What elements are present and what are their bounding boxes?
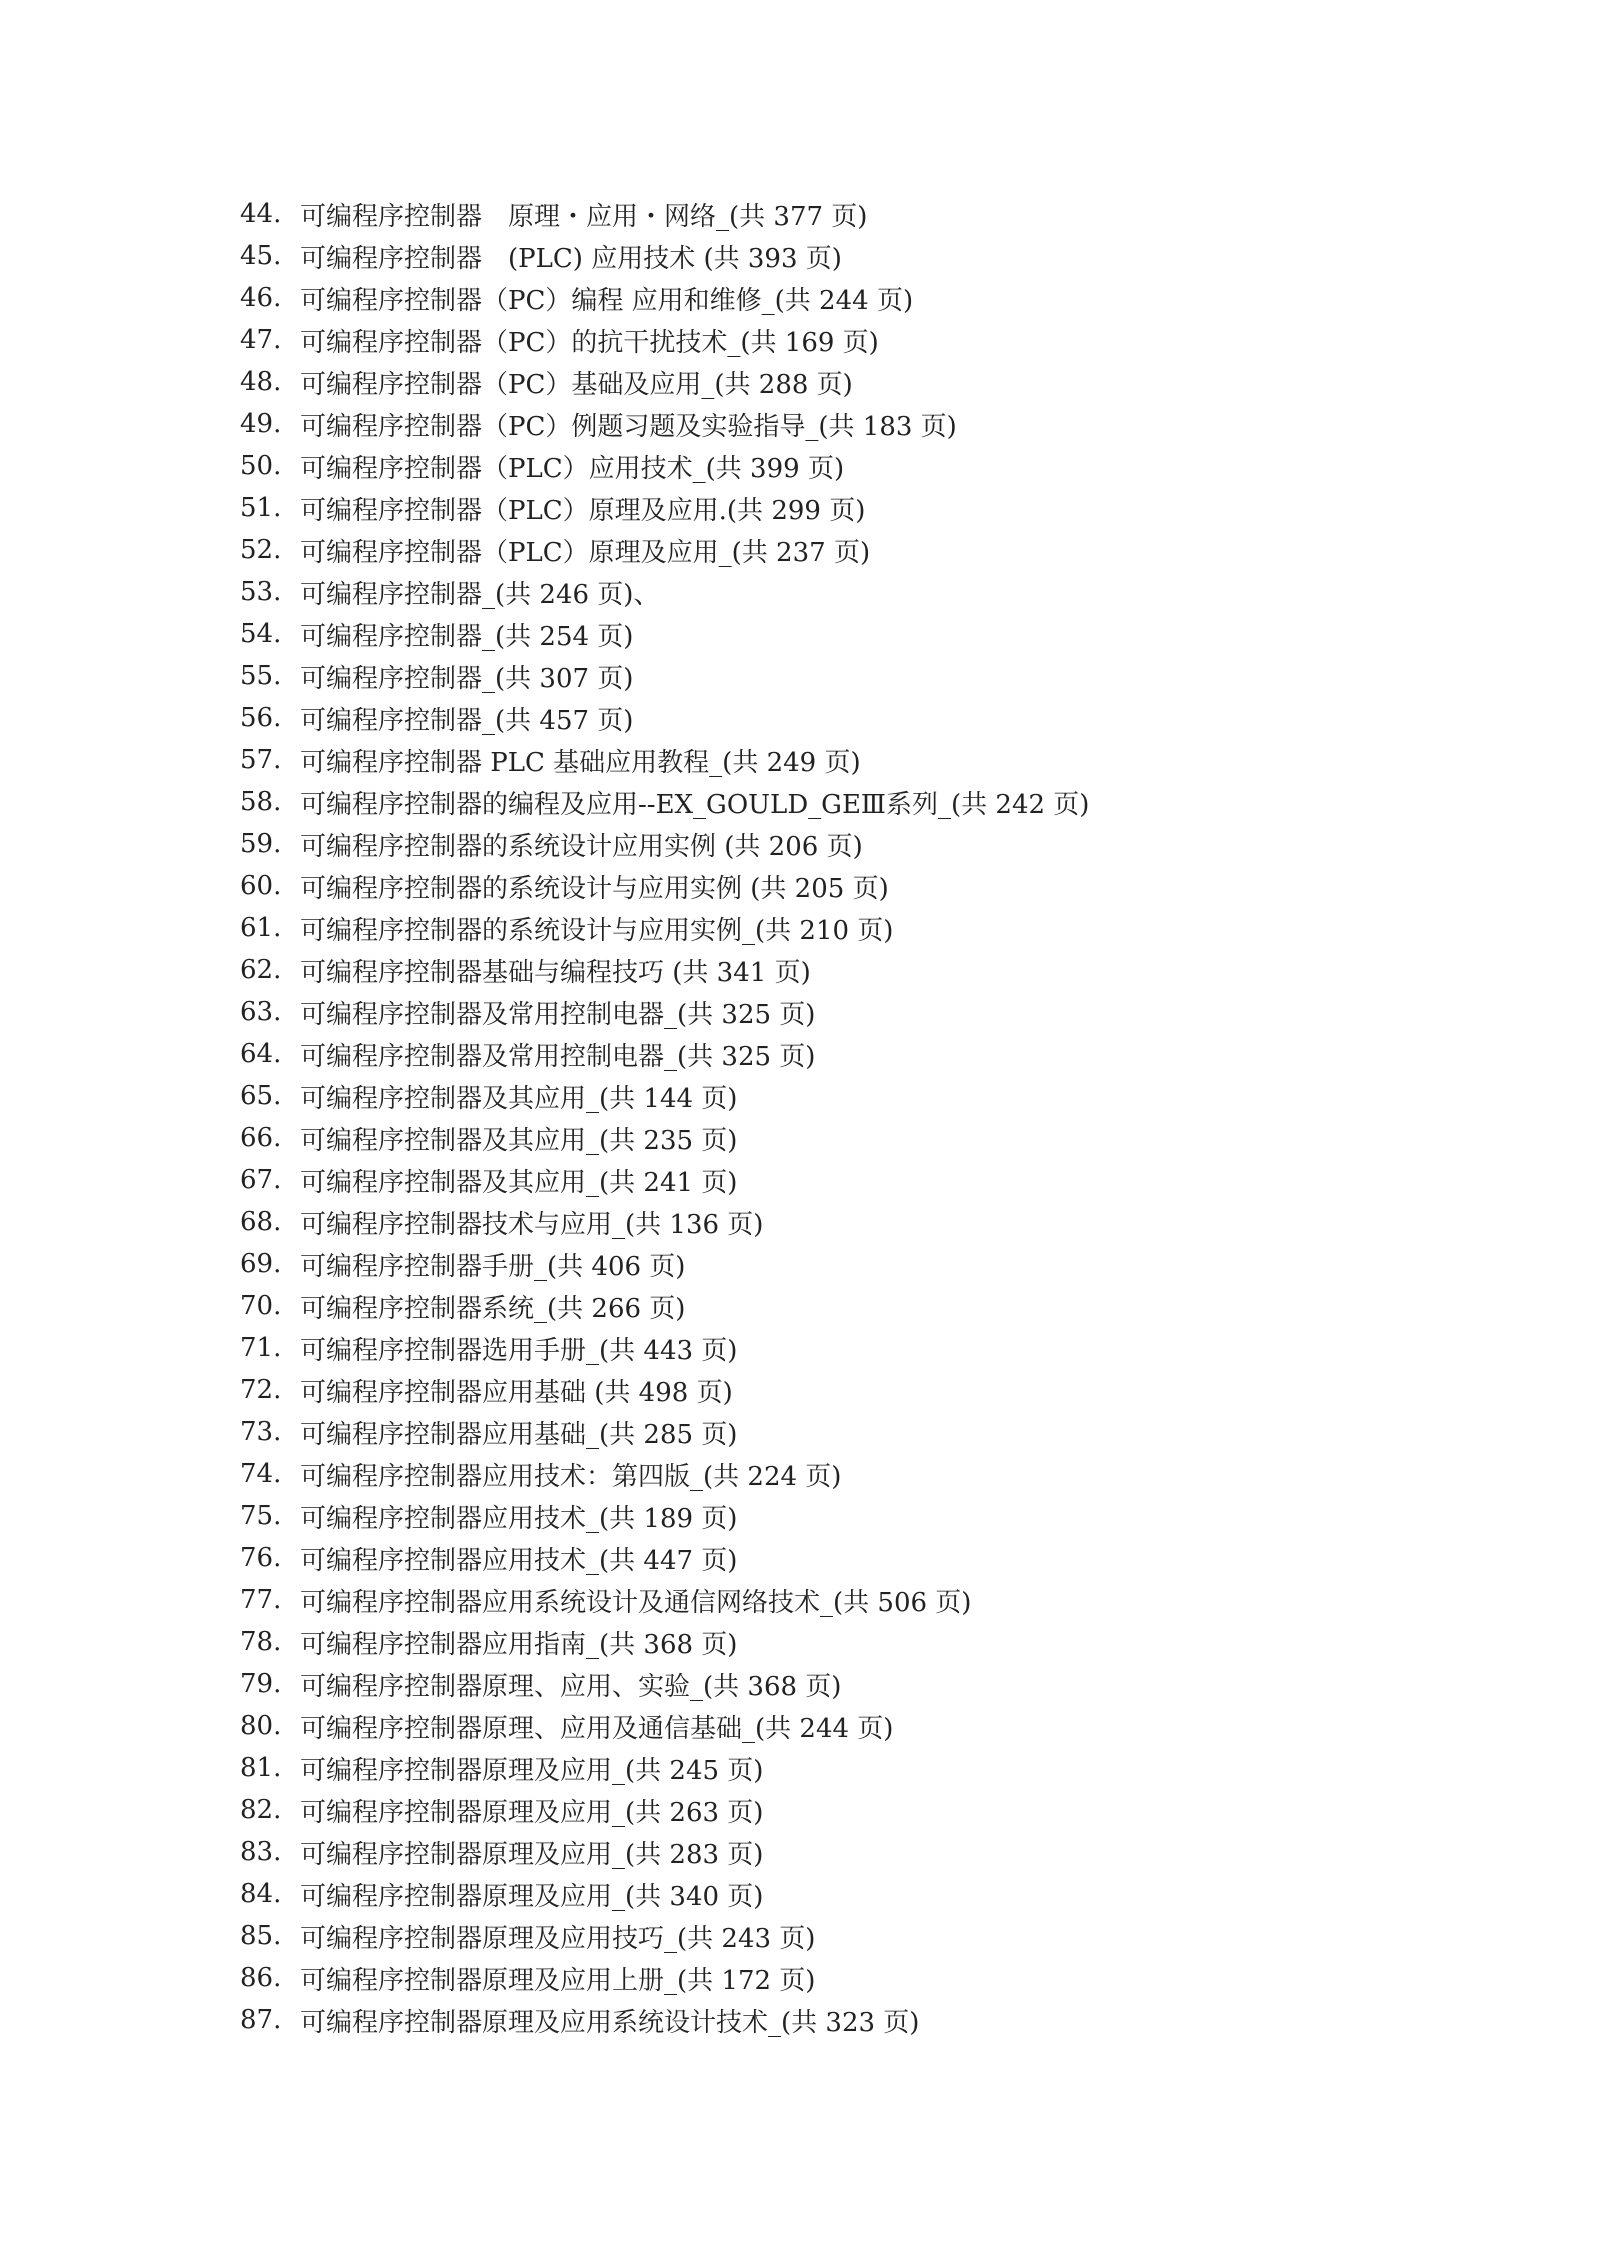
list-item xyxy=(240,1831,1089,1873)
item-title: 可编程序控制器原理及应用_(共 245 页) xyxy=(300,1755,764,1786)
list-item xyxy=(240,739,1089,781)
list-item xyxy=(240,1621,1089,1663)
item-number: 44. xyxy=(240,199,282,229)
item-title: 可编程序控制器系统_(共 266 页) xyxy=(300,1293,686,1324)
item-number: 53. xyxy=(240,577,282,607)
item-title: 可编程序控制器（PC）的抗干扰技术_(共 169 页) xyxy=(300,327,879,358)
list-item xyxy=(240,235,1089,277)
item-number: 85. xyxy=(240,1921,282,1951)
item-number: 87. xyxy=(240,2005,282,2035)
item-number: 59. xyxy=(240,829,282,859)
item-number: 63. xyxy=(240,997,282,1027)
item-title: 可编程序控制器（PC）例题习题及实验指导_(共 183 页) xyxy=(300,411,957,442)
item-title: 可编程序控制器（PC）基础及应用_(共 288 页) xyxy=(300,369,853,400)
list-item xyxy=(240,361,1089,403)
item-number: 78. xyxy=(240,1627,282,1657)
list-item xyxy=(240,319,1089,361)
item-title: 可编程序控制器（PC）编程 应用和维修_(共 244 页) xyxy=(300,285,914,316)
list-item xyxy=(240,697,1089,739)
item-title: 可编程序控制器原理及应用_(共 263 页) xyxy=(300,1797,764,1828)
item-title: 可编程序控制器_(共 307 页) xyxy=(300,663,634,694)
item-number: 48. xyxy=(240,367,282,397)
item-title: 可编程序控制器及常用控制电器_(共 325 页) xyxy=(300,999,816,1030)
item-title: 可编程序控制器原理及应用技巧_(共 243 页) xyxy=(300,1923,816,1954)
item-number: 60. xyxy=(240,871,282,901)
item-title: 可编程序控制器（PLC）原理及应用.(共 299 页) xyxy=(300,495,866,526)
item-title: 可编程序控制器应用基础_(共 285 页) xyxy=(300,1419,738,1450)
item-title: 可编程序控制器 PLC 基础应用教程_(共 249 页) xyxy=(300,747,861,778)
item-title: 可编程序控制器_(共 246 页)、 xyxy=(300,579,660,610)
item-number: 55. xyxy=(240,661,282,691)
list-item xyxy=(240,277,1089,319)
list-item xyxy=(240,487,1089,529)
item-number: 54. xyxy=(240,619,282,649)
item-number: 73. xyxy=(240,1417,282,1447)
item-number: 58. xyxy=(240,787,282,817)
list-item xyxy=(240,1285,1089,1327)
list-item xyxy=(240,1915,1089,1957)
item-number: 81. xyxy=(240,1753,282,1783)
item-number: 82. xyxy=(240,1795,282,1825)
item-title: 可编程序控制器 原理・应用・网络_(共 377 页) xyxy=(300,201,868,232)
item-number: 69. xyxy=(240,1249,282,1279)
list-item xyxy=(240,1075,1089,1117)
item-title: 可编程序控制器及其应用_(共 235 页) xyxy=(300,1125,738,1156)
list-item xyxy=(240,1243,1089,1285)
item-title: 可编程序控制器的编程及应用--EX_GOULD_GEⅢ系列_(共 242 页) xyxy=(300,789,1090,820)
list-item xyxy=(240,655,1089,697)
item-number: 74. xyxy=(240,1459,282,1489)
item-number: 80. xyxy=(240,1711,282,1741)
item-title: 可编程序控制器及常用控制电器_(共 325 页) xyxy=(300,1041,816,1072)
item-title: 可编程序控制器的系统设计与应用实例_(共 210 页) xyxy=(300,915,894,946)
item-title: 可编程序控制器应用指南_(共 368 页) xyxy=(300,1629,738,1660)
item-number: 62. xyxy=(240,955,282,985)
book-list xyxy=(240,193,1089,2041)
list-item xyxy=(240,1873,1089,1915)
list-item xyxy=(240,1453,1089,1495)
list-item xyxy=(240,1201,1089,1243)
item-number: 51. xyxy=(240,493,282,523)
item-title: 可编程序控制器原理、应用及通信基础_(共 244 页) xyxy=(300,1713,894,1744)
item-title: 可编程序控制器原理及应用系统设计技术_(共 323 页) xyxy=(300,2007,920,2038)
item-number: 86. xyxy=(240,1963,282,1993)
item-title: 可编程序控制器_(共 254 页) xyxy=(300,621,634,652)
item-title: 可编程序控制器的系统设计与应用实例 (共 205 页) xyxy=(300,873,889,904)
item-title: 可编程序控制器应用基础 (共 498 页) xyxy=(300,1377,733,1408)
item-title: 可编程序控制器（PLC）应用技术_(共 399 页) xyxy=(300,453,845,484)
item-number: 70. xyxy=(240,1291,282,1321)
item-number: 67. xyxy=(240,1165,282,1195)
item-number: 56. xyxy=(240,703,282,733)
list-item xyxy=(240,529,1089,571)
item-number: 76. xyxy=(240,1543,282,1573)
item-title: 可编程序控制器原理及应用_(共 340 页) xyxy=(300,1881,764,1912)
item-number: 61. xyxy=(240,913,282,943)
item-number: 79. xyxy=(240,1669,282,1699)
list-item xyxy=(240,907,1089,949)
item-number: 65. xyxy=(240,1081,282,1111)
list-item xyxy=(240,865,1089,907)
list-item xyxy=(240,1999,1089,2041)
list-item xyxy=(240,571,1089,613)
item-number: 50. xyxy=(240,451,282,481)
item-title: 可编程序控制器及其应用_(共 241 页) xyxy=(300,1167,738,1198)
list-item xyxy=(240,1327,1089,1369)
list-item xyxy=(240,1705,1089,1747)
item-title: 可编程序控制器应用技术：第四版_(共 224 页) xyxy=(300,1461,842,1492)
list-item xyxy=(240,445,1089,487)
item-number: 49. xyxy=(240,409,282,439)
item-title: 可编程序控制器原理及应用_(共 283 页) xyxy=(300,1839,764,1870)
item-number: 45. xyxy=(240,241,282,271)
item-number: 66. xyxy=(240,1123,282,1153)
item-number: 68. xyxy=(240,1207,282,1237)
list-item xyxy=(240,781,1089,823)
item-title: 可编程序控制器基础与编程技巧 (共 341 页) xyxy=(300,957,811,988)
list-item xyxy=(240,1957,1089,1999)
list-item xyxy=(240,823,1089,865)
list-item xyxy=(240,949,1089,991)
item-title: 可编程序控制器选用手册_(共 443 页) xyxy=(300,1335,738,1366)
list-item xyxy=(240,1411,1089,1453)
item-title: 可编程序控制器技术与应用_(共 136 页) xyxy=(300,1209,764,1240)
item-number: 75. xyxy=(240,1501,282,1531)
list-item xyxy=(240,1159,1089,1201)
item-title: 可编程序控制器原理及应用上册_(共 172 页) xyxy=(300,1965,816,1996)
item-number: 64. xyxy=(240,1039,282,1069)
list-item xyxy=(240,1117,1089,1159)
item-number: 47. xyxy=(240,325,282,355)
item-title: 可编程序控制器（PLC）原理及应用_(共 237 页) xyxy=(300,537,871,568)
item-title: 可编程序控制器_(共 457 页) xyxy=(300,705,634,736)
item-number: 77. xyxy=(240,1585,282,1615)
list-item xyxy=(240,1789,1089,1831)
item-title: 可编程序控制器原理、应用、实验_(共 368 页) xyxy=(300,1671,842,1702)
item-title: 可编程序控制器应用系统设计及通信网络技术_(共 506 页) xyxy=(300,1587,972,1618)
item-number: 46. xyxy=(240,283,282,313)
item-number: 83. xyxy=(240,1837,282,1867)
item-number: 72. xyxy=(240,1375,282,1405)
item-number: 84. xyxy=(240,1879,282,1909)
item-number: 71. xyxy=(240,1333,282,1363)
list-item xyxy=(240,1537,1089,1579)
item-title: 可编程序控制器 (PLC) 应用技术 (共 393 页) xyxy=(300,243,842,274)
list-item xyxy=(240,1663,1089,1705)
list-item xyxy=(240,613,1089,655)
list-item xyxy=(240,1495,1089,1537)
item-number: 57. xyxy=(240,745,282,775)
item-title: 可编程序控制器手册_(共 406 页) xyxy=(300,1251,686,1282)
list-item xyxy=(240,1033,1089,1075)
list-item xyxy=(240,193,1089,235)
item-title: 可编程序控制器的系统设计应用实例 (共 206 页) xyxy=(300,831,863,862)
item-title: 可编程序控制器及其应用_(共 144 页) xyxy=(300,1083,738,1114)
item-title: 可编程序控制器应用技术_(共 189 页) xyxy=(300,1503,738,1534)
list-item xyxy=(240,1579,1089,1621)
list-item xyxy=(240,991,1089,1033)
list-item xyxy=(240,1747,1089,1789)
list-item xyxy=(240,403,1089,445)
list-item xyxy=(240,1369,1089,1411)
item-number: 52. xyxy=(240,535,282,565)
item-title: 可编程序控制器应用技术_(共 447 页) xyxy=(300,1545,738,1576)
